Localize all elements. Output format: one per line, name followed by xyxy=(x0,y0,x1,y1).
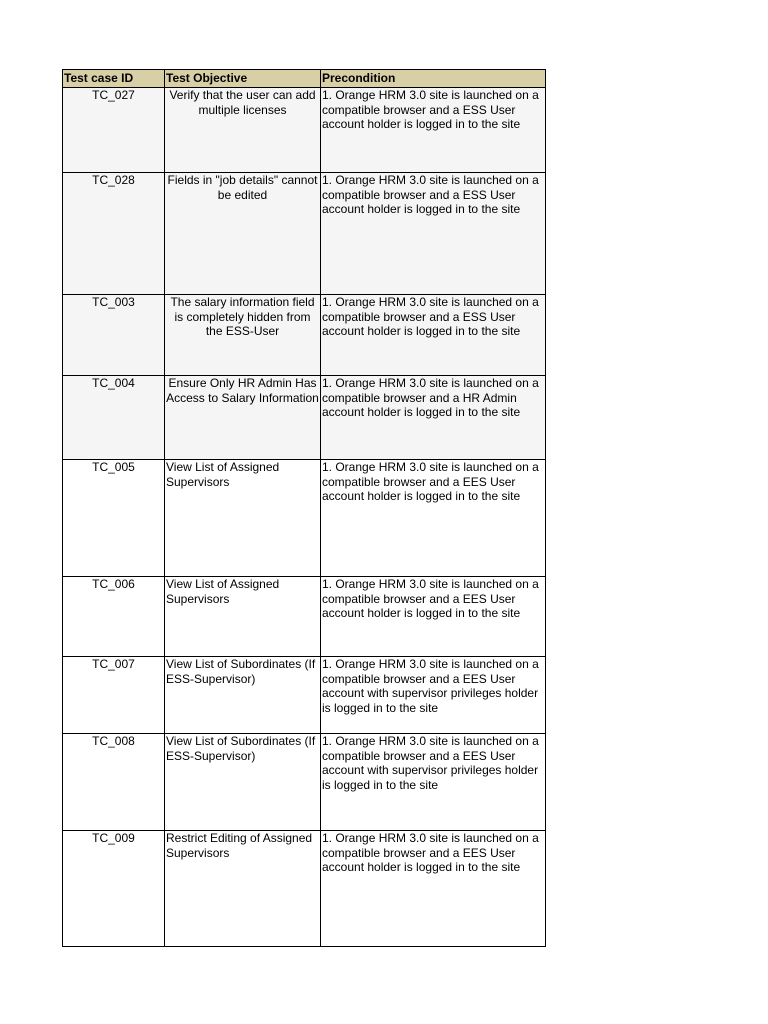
test-case-id: TC_005 xyxy=(63,460,165,577)
precondition: 1. Orange HRM 3.0 site is launched on a compatible browser and a ESS User account holder is logged in to the site xyxy=(321,173,546,295)
header-test-objective: Test Objective xyxy=(165,70,321,88)
test-case-id: TC_007 xyxy=(63,657,165,734)
table-row xyxy=(63,460,546,577)
precondition: 1. Orange HRM 3.0 site is launched on a compatible browser and a EES User account holder is logged in to the site xyxy=(321,577,546,657)
header-test-case-id: Test case ID xyxy=(63,70,165,88)
precondition: 1. Orange HRM 3.0 site is launched on a compatible browser and a HR Admin account holder is logged in to the site xyxy=(321,376,546,460)
precondition: 1. Orange HRM 3.0 site is launched on a compatible browser and a EES User account with supervisor privileges holder is logged in to the site xyxy=(321,657,546,734)
table-row xyxy=(63,734,546,831)
header-precondition: Precondition xyxy=(321,70,546,88)
table-row xyxy=(63,295,546,376)
table-row xyxy=(63,88,546,173)
test-case-id: TC_027 xyxy=(63,88,165,173)
test-case-id: TC_009 xyxy=(63,831,165,947)
test-objective: Ensure Only HR Admin Has Access to Salary Information xyxy=(165,376,321,460)
test-objective: View List of Subordinates (If ESS-Supervisor) xyxy=(165,657,321,734)
test-objective: View List of Assigned Supervisors xyxy=(165,460,321,577)
test-objective: Verify that the user can add multiple licenses xyxy=(165,88,321,173)
test-objective: The salary information field is completely hidden from the ESS-User xyxy=(165,295,321,376)
test-objective: Fields in "job details" cannot be edited xyxy=(165,173,321,295)
table-row xyxy=(63,831,546,947)
precondition: 1. Orange HRM 3.0 site is launched on a compatible browser and a EES User account holder is logged in to the site xyxy=(321,460,546,577)
header-row xyxy=(63,70,546,88)
table-row xyxy=(63,376,546,460)
table-row xyxy=(63,577,546,657)
test-case-id: TC_028 xyxy=(63,173,165,295)
precondition: 1. Orange HRM 3.0 site is launched on a compatible browser and a EES User account holder is logged in to the site xyxy=(321,831,546,947)
table-row xyxy=(63,173,546,295)
precondition: 1. Orange HRM 3.0 site is launched on a compatible browser and a ESS User account holder is logged in to the site xyxy=(321,295,546,376)
test-objective: View List of Subordinates (If ESS-Supervisor) xyxy=(165,734,321,831)
test-case-id: TC_006 xyxy=(63,577,165,657)
test-case-id: TC_008 xyxy=(63,734,165,831)
table-row xyxy=(63,657,546,734)
precondition: 1. Orange HRM 3.0 site is launched on a compatible browser and a EES User account with supervisor privileges holder is logged in to the site xyxy=(321,734,546,831)
test-case-table xyxy=(62,69,546,947)
test-case-id: TC_004 xyxy=(63,376,165,460)
precondition: 1. Orange HRM 3.0 site is launched on a compatible browser and a ESS User account holder is logged in to the site xyxy=(321,88,546,173)
test-objective: View List of Assigned Supervisors xyxy=(165,577,321,657)
test-case-id: TC_003 xyxy=(63,295,165,376)
test-objective: Restrict Editing of Assigned Supervisors xyxy=(165,831,321,947)
